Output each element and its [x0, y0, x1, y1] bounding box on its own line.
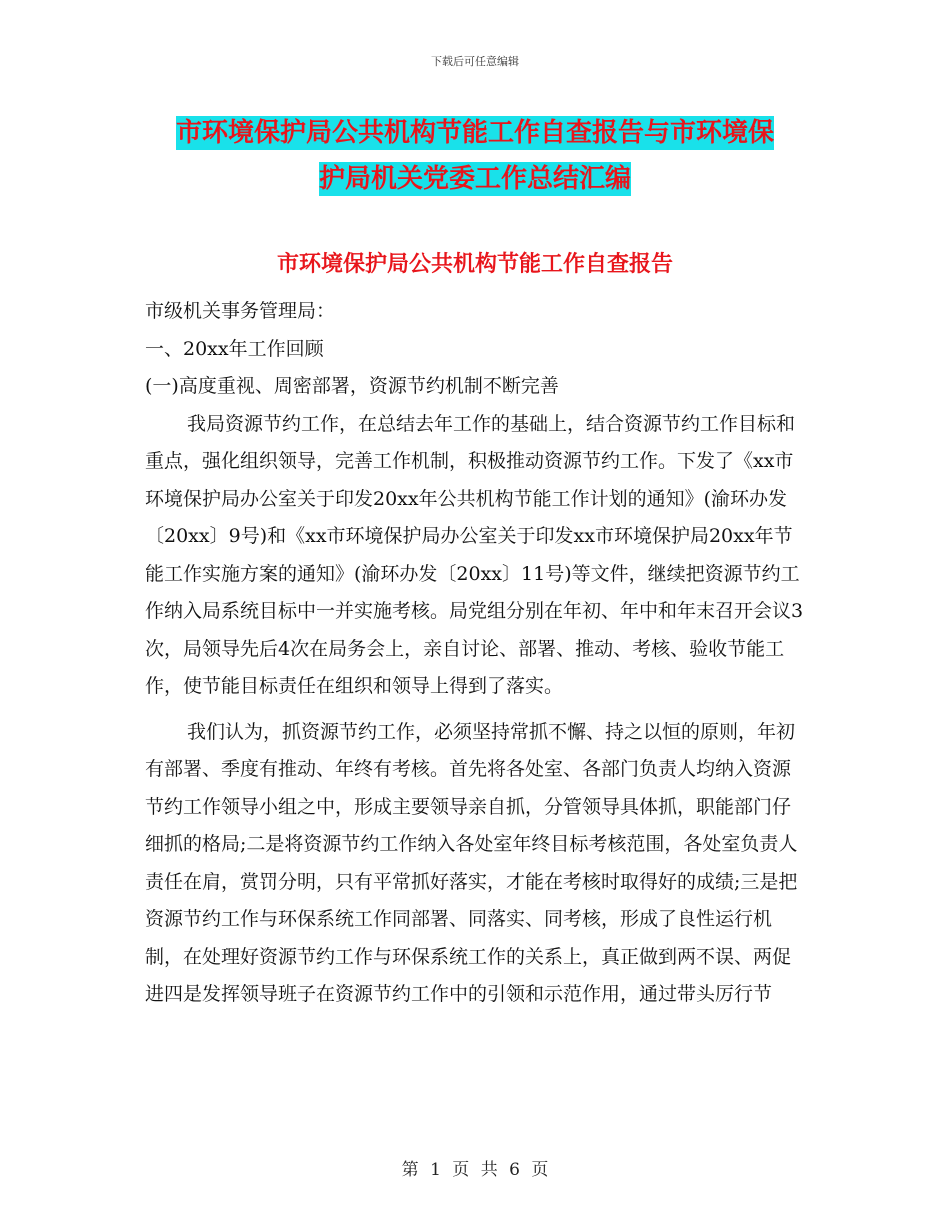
paragraph-2: 我们认为，抓资源节约工作，必须坚持常抓不懈、持之以恒的原则，年初有部署、季度有推动、年终有考核。首先将各处室、各部门负责人均纳入资源节约工作领导小组之中，形成主要领导亲自抓，分管领导具体抓，职能部门仔细抓的格局;二是将资源节约工作纳入各处室年终目标考核范围，各处室负责人责任在肩，赏罚分明，只有平常抓好落实，才能在考核时取得好的成绩;三是把资源节约工作与环保系统工作同部署、同落实、同考核，形成了良性运行机制，在处理好资源节约工作与环保系统工作的关系上，真正做到两不误、两促进四是发挥领导班子在资源节约工作中的引领和示范作用，通过带头厉行节 [145, 720, 798, 1005]
header-note: 下载后可任意编辑 [431, 55, 519, 68]
addressee: 市级机关事务管理局： [145, 300, 336, 322]
section-heading: 一、20xx年工作回顾 [145, 337, 324, 360]
subsection-heading: (一)高度重视、周密部署，资源节约机制不断完善 [145, 375, 559, 397]
document-title [0, 110, 950, 202]
page-footer: 第 1 页 共 6 页 [401, 1160, 549, 1180]
title-line-1: 市环境保护局公共机构节能工作自查报告与市环境保 [175, 118, 774, 148]
title-line-2: 护局机关党委工作总结汇编 [318, 164, 631, 194]
paragraph-1: 我局资源节约工作，在总结去年工作的基础上，结合资源节约工作目标和重点，强化组织领导，完善工作机制，积极推动资源节约工作。下发了《xx市环境保护局办公室关于印发20xx年公共机构节能工作计划的通知》(渝环办发〔20xx〕9号)和《xx市环境保护局办公室关于印发xx市环境保护局20xx年节能工作实施方案的通知》(渝环办发〔20xx〕11号)等文件，继续把资源节约工作纳入局系统目标中一并实施考核。局党组分别在年初、年中和年末召开会议3次，局领导先后4次在局务会上，亲自讨论、部署、推动、考核、验收节能工作，使节能目标责任在组织和领导上得到了落实。 [145, 412, 804, 697]
section-title: 市环境保护局公共机构节能工作自查报告 [276, 252, 673, 277]
document-body [145, 293, 805, 1014]
